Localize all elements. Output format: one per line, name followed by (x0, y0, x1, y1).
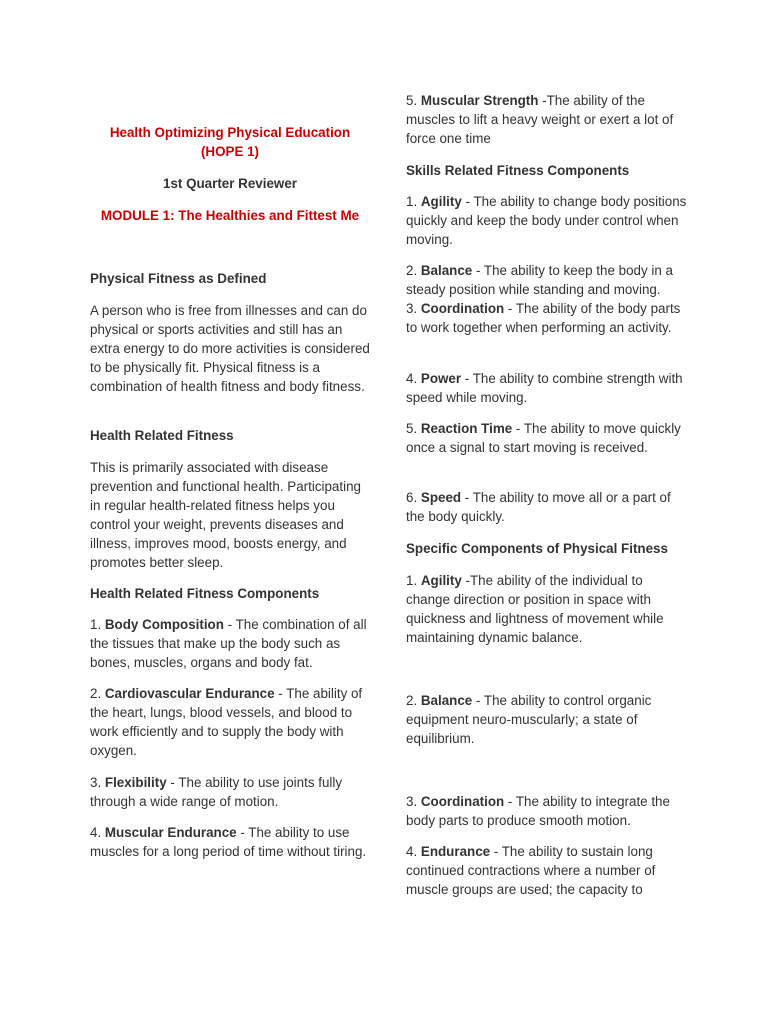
list-item (406, 299, 688, 337)
item-desc: - The ability to sustain long continued contractions where a number of muscle groups are used; the capacity to (406, 844, 656, 897)
item-number: 1. (406, 194, 421, 209)
item-term: Reaction Time (420, 421, 513, 436)
item-term: Flexibility (104, 775, 167, 790)
item-number: 5. (406, 421, 421, 436)
section-heading-health-related: Health Related Fitness (90, 428, 234, 443)
item-number: 2. (406, 263, 421, 278)
title-line-2: (HOPE 1) (200, 144, 260, 159)
item-number: 5. (406, 93, 421, 108)
title-line-1: Health Optimizing Physical Education (109, 125, 351, 140)
document-title (90, 123, 370, 161)
section-heading-health-components: Health Related Fitness Components (90, 586, 320, 601)
item-desc: - The ability of the heart, lungs, blood vessels, and blood to work efficiently and to supply the body with oxygen. (90, 686, 363, 758)
item-desc: -The ability of the individual to change direction or position in space with quickness and lightness of movement while maintaining dynamic balance. (406, 573, 664, 645)
item-term: Endurance (420, 844, 491, 859)
list-item (406, 91, 688, 148)
list-item (90, 615, 370, 672)
item-term: Muscular Strength (420, 93, 539, 108)
item-number: 1. (90, 617, 105, 632)
list-item (406, 419, 688, 457)
item-number: 4. (406, 844, 421, 859)
item-term: Speed (420, 490, 462, 505)
item-term: Balance (420, 263, 473, 278)
item-number: 2. (406, 693, 421, 708)
list-item (90, 684, 370, 760)
item-number: 4. (406, 371, 421, 386)
item-number: 6. (406, 490, 421, 505)
item-desc: - The ability to use muscles for a long period of time without tiring. (90, 825, 367, 859)
section-heading-physical-fitness: Physical Fitness as Defined (90, 271, 267, 286)
item-desc: - The ability to control organic equipment neuro-muscularly; a state of equilibrium. (406, 693, 652, 746)
item-number: 3. (90, 775, 105, 790)
item-desc: - The ability to change body positions quickly and keep the body under control when moving. (406, 194, 687, 247)
list-item (406, 842, 688, 899)
item-desc: -The ability of the muscles to lift a heavy weight or exert a lot of force one time (406, 93, 674, 146)
item-number: 3. (406, 301, 421, 316)
section-heading-specific: Specific Components of Physical Fitness (406, 541, 668, 556)
item-term: Muscular Endurance (104, 825, 237, 840)
item-desc: - The ability to integrate the body parts to produce smooth motion. (406, 794, 670, 828)
reviewer-subtitle: 1st Quarter Reviewer (163, 176, 297, 191)
list-item (406, 488, 688, 526)
list-item (406, 261, 688, 299)
item-desc: - The ability of the body parts to work together when performing an activity. (406, 301, 681, 335)
item-number: 4. (90, 825, 105, 840)
item-desc: - The ability to move all or a part of the body quickly. (406, 490, 671, 524)
item-term: Agility (420, 573, 462, 588)
item-term: Coordination (420, 301, 505, 316)
item-term: Body Composition (104, 617, 224, 632)
item-term: Cardiovascular Endurance (104, 686, 275, 701)
item-desc: - The ability to keep the body in a steady position while standing and moving. (406, 263, 673, 297)
item-desc: - The combination of all the tissues that make up the body such as bones, muscles, organs and body fat. (90, 617, 367, 670)
list-item (90, 773, 370, 811)
section-body-physical-fitness: A person who is free from illnesses and can do physical or sports activities and still has an extra energy to do more activities is considered to be physically fit. Physical fitness is a combination of health fitness and body fitness. (90, 303, 370, 394)
item-desc: - The ability to move quickly once a signal to start moving is received. (406, 421, 681, 455)
item-term: Coordination (420, 794, 505, 809)
item-desc: - The ability to combine strength with speed while moving. (406, 371, 683, 405)
item-number: 2. (90, 686, 105, 701)
list-item (406, 192, 688, 249)
module-title: MODULE 1: The Healthies and Fittest Me (100, 208, 360, 223)
list-item (90, 823, 370, 861)
item-desc: - The ability to use joints fully through a wide range of motion. (90, 775, 343, 809)
item-term: Power (420, 371, 462, 386)
list-item (406, 369, 688, 407)
item-term: Balance (420, 693, 473, 708)
list-item (406, 571, 688, 647)
item-number: 3. (406, 794, 421, 809)
list-item (406, 792, 688, 830)
section-body-health-related: This is primarily associated with disease prevention and functional health. Participating in regular health-related fitness helps you control your weight, prevents diseases and illness, improves mood, boosts energy, and promotes better sleep. (90, 460, 361, 570)
item-term: Agility (420, 194, 462, 209)
item-number: 1. (406, 573, 421, 588)
section-heading-skills: Skills Related Fitness Components (406, 163, 630, 178)
list-item (406, 691, 688, 748)
